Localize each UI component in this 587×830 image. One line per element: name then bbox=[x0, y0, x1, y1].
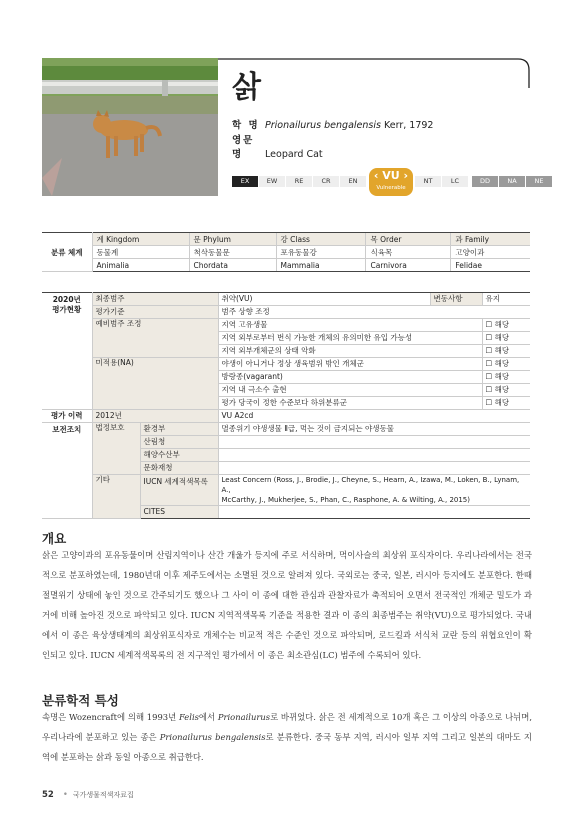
scientific-name-row bbox=[232, 117, 433, 131]
agency-value bbox=[218, 462, 530, 475]
rank-class: 강 Class bbox=[276, 233, 366, 246]
na-item: 평가 당국이 정한 수준보다 하위분류군 bbox=[218, 397, 482, 410]
order-latin: Carnivora bbox=[366, 259, 451, 272]
iucn-category-scale bbox=[232, 168, 553, 191]
prelim-checkbox[interactable]: ☐ 해당 bbox=[482, 345, 530, 358]
na-item: 야생이 아니거나 정상 생육범위 밖인 개체군 bbox=[218, 358, 482, 371]
family-korean: 고양이과 bbox=[451, 246, 530, 259]
category-ne: NE bbox=[526, 176, 552, 187]
na-checkbox[interactable]: ☐ 해당 bbox=[482, 371, 530, 384]
iucn-list-row bbox=[42, 475, 530, 506]
protection-label: 보전조치 bbox=[42, 423, 92, 519]
taxonomic-text: 속명은 Wozencraft에 의해 1993년 Felis에서 Prionailurus로 바뀌었다. 삵은 전 세계적으로 10개 혹은 그 이상의 아종으로 나뉘며, 우리나라에 분포하고 있는 종은 Prionailurus bengalensis로 분류한다. 중국 동부 지역, 러시아 일부 지역 그리고 일본의 대마도 지역에 분포하는 삵과 동일 아종으로 취급한다. bbox=[42, 712, 532, 762]
category-vu-code: ‹ VU › bbox=[373, 168, 409, 182]
legal-row bbox=[42, 423, 530, 436]
na-checkbox[interactable]: ☐ 해당 bbox=[482, 384, 530, 397]
agency-value bbox=[218, 436, 530, 449]
agency-value: 멸종위기 야생생물 Ⅱ급, 먹는 것이 금지되는 야생동물 bbox=[218, 423, 530, 436]
final-category-row bbox=[42, 293, 530, 306]
family-latin: Felidae bbox=[451, 259, 530, 272]
final-category-value: 취약(VU) bbox=[218, 293, 430, 306]
category-re: RE bbox=[286, 176, 312, 187]
history-row bbox=[42, 410, 530, 423]
scientific-author: Kerr, 1792 bbox=[383, 120, 434, 131]
legal-label: 법정보호 bbox=[92, 423, 140, 475]
basis-row bbox=[42, 306, 530, 319]
scientific-name: Prionailurus bengalensis bbox=[265, 120, 381, 131]
evaluation-table bbox=[42, 292, 530, 519]
prelim-item: 지역 고유생물 bbox=[218, 319, 482, 332]
page-number: 52 bbox=[42, 790, 54, 800]
category-nt: NT bbox=[415, 176, 441, 187]
agency-value bbox=[218, 449, 530, 462]
species-title: 삵 bbox=[232, 70, 262, 105]
final-category-label: 최종범주 bbox=[92, 293, 218, 306]
other-label: 기타 bbox=[92, 475, 140, 519]
prelim-label: 예비범주 조정 bbox=[92, 319, 218, 358]
kingdom-korean: 동물계 bbox=[92, 246, 189, 259]
taxonomy-row-header: 분류 체계 bbox=[42, 233, 92, 272]
footer-bullet: • bbox=[62, 790, 68, 800]
order-korean: 식육목 bbox=[366, 246, 451, 259]
category-lc: LC bbox=[442, 176, 468, 187]
common-name: Leopard Cat bbox=[265, 149, 323, 160]
iucn-list-value: Least Concern (Ross, J., Brodie, J., Cheyne, S., Hearn, A., Izawa, M., Loken, B., Lynam, A., McCarthy, J., Mukherjee, S., Phan, C., Rasphone, A. & Wilting, A., 2015) bbox=[218, 475, 530, 506]
na-label: 미적용(NA) bbox=[92, 358, 218, 410]
category-en: EN bbox=[340, 176, 366, 187]
history-year: 2012년 bbox=[92, 410, 218, 423]
category-cr: CR bbox=[313, 176, 339, 187]
basis-label: 평가기준 bbox=[92, 306, 218, 319]
rank-phylum: 문 Phylum bbox=[189, 233, 276, 246]
iucn-list-label: IUCN 세계적색목록 bbox=[140, 475, 218, 506]
taxonomy-table bbox=[42, 232, 530, 272]
basis-value: 범주 상향 조정 bbox=[218, 306, 530, 319]
category-dd: DD bbox=[472, 176, 498, 187]
agency-name: 환경부 bbox=[140, 423, 218, 436]
title-rule bbox=[218, 58, 530, 88]
taxonomic-heading: 분류학적 특성 bbox=[42, 693, 119, 708]
prelim-item: 지역 외부로부터 번식 가능한 개체의 유의미한 유입 가능성 bbox=[218, 332, 482, 345]
category-ew: EW bbox=[259, 176, 285, 187]
category-ex: EX bbox=[232, 176, 258, 187]
category-vu-label: Vulnerable bbox=[376, 184, 406, 191]
phylum-latin: Chordata bbox=[189, 259, 276, 272]
class-korean: 포유동물강 bbox=[276, 246, 366, 259]
prelim-checkbox[interactable]: ☐ 해당 bbox=[482, 319, 530, 332]
na-item: 방랑종(vagarant) bbox=[218, 371, 482, 384]
class-latin: Mammalia bbox=[276, 259, 366, 272]
history-label: 평가 이력 bbox=[42, 410, 92, 423]
evaluation-section-title: 2020년 평가현황 bbox=[42, 293, 92, 410]
prelim-item: 지역 외부개체군의 상태 악화 bbox=[218, 345, 482, 358]
scientific-name-label: 학 명 bbox=[232, 120, 260, 131]
leopard-cat-photo bbox=[42, 58, 218, 196]
common-name-row bbox=[232, 132, 323, 160]
overview-heading: 개요 bbox=[42, 531, 67, 546]
na-checkbox[interactable]: ☐ 해당 bbox=[482, 358, 530, 371]
page-footer bbox=[42, 790, 134, 800]
kingdom-latin: Animalia bbox=[92, 259, 189, 272]
common-name-label: 영문명 bbox=[232, 135, 255, 160]
taxonomy-rank-row bbox=[42, 233, 530, 246]
taxonomy-latin-row bbox=[42, 259, 530, 272]
na-item: 지역 내 극소수 출현 bbox=[218, 384, 482, 397]
cites-value bbox=[218, 506, 530, 519]
na-checkbox[interactable]: ☐ 해당 bbox=[482, 397, 530, 410]
overview-text: 삵은 고양이과의 포유동물이며 산림지역이나 산간 개울가 등지에 주로 서식하며, 먹이사슬의 최상위 포식자이다. 우리나라에서는 전국적으로 분포하였는데, 1980년대 이후 제주도에서는 소멸된 것으로 알려져 있다. 국외로는 중국, 일본, 러시아 등지에도 분포한다. 한때 절멸위기 상태에 놓인 것으로 간주되기도 했으나 그 사이 이 종에 대한 관심과 관찰자료가 축적되어 오면서 전국적인 개체군 밀도가 과거에 비해 높아진 것으로 파악되고 있다. IUCN 지역적색목록 기준을 적용한 결과 이 종의 최종범주는 취약(VU)으로 평가되었다. 국내에서 이 종은 육상생태계의 최상위포식자로 개체수는 비교적 적은 수준인 것으로 파악되며, 로드킬과 서식처 교란 등의 위협요인이 확인되고 있다. IUCN 세계적색목록의 전 지구적인 평가에서 이 종은 최소관심(LC) 범주에 수록되어 있다. bbox=[42, 550, 532, 660]
na-row bbox=[42, 358, 530, 371]
agency-name: 문화재청 bbox=[140, 462, 218, 475]
category-na: NA bbox=[499, 176, 525, 187]
history-value: VU A2cd bbox=[218, 410, 530, 423]
taxonomy-korean-row bbox=[42, 246, 530, 259]
prelim-row bbox=[42, 319, 530, 332]
change-label: 변동사항 bbox=[430, 293, 482, 306]
rank-family: 과 Family bbox=[451, 233, 530, 246]
change-value: 유지 bbox=[482, 293, 530, 306]
agency-name: 해양수산부 bbox=[140, 449, 218, 462]
cites-label: CITES bbox=[140, 506, 218, 519]
phylum-korean: 척삭동물문 bbox=[189, 246, 276, 259]
category-vu-badge bbox=[369, 168, 413, 196]
rank-kingdom: 계 Kingdom bbox=[92, 233, 189, 246]
book-title: 국가생물적색자료집 bbox=[72, 791, 134, 799]
prelim-checkbox[interactable]: ☐ 해당 bbox=[482, 332, 530, 345]
agency-name: 산림청 bbox=[140, 436, 218, 449]
rank-order: 목 Order bbox=[366, 233, 451, 246]
